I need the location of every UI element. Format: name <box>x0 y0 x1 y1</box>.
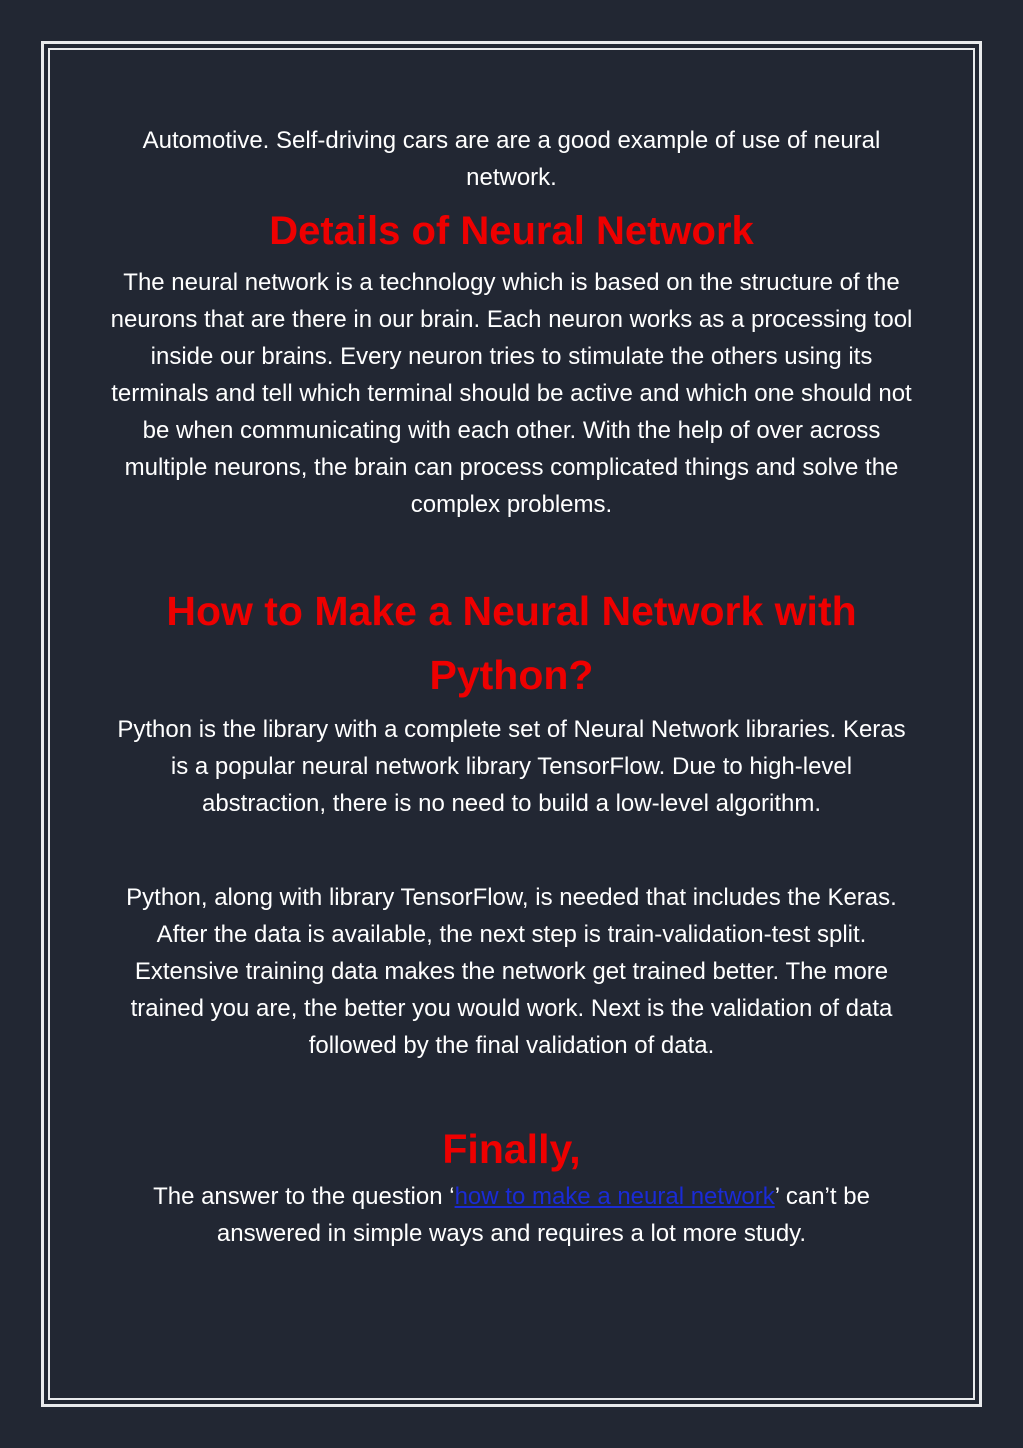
finally-heading: Finally, <box>442 1126 581 1172</box>
intro-paragraph: Automotive. Self-driving cars are are a good example of use of neural network. <box>142 127 881 191</box>
how-to-paragraph-2: Python, along with library TensorFlow, is needed that includes the Keras. After the data is available, the next step is train-validation-test split. Extensive training data makes the network get trained better. The more trained you are, the better you would work. Next is the validation of data followed by the final validation of data. <box>126 884 897 1059</box>
finally-text-before-link: The answer to the question ‘ <box>153 1183 455 1210</box>
document-body <box>110 122 913 1252</box>
neural-network-link[interactable]: how to make a neural network <box>454 1183 775 1210</box>
details-paragraph: The neural network is a technology which is based on the structure of the neurons that are there in our brain. Each neuron works as a processing tool inside our brains. Every neuron tries to stimulate the others using its terminals and tell which terminal should be active and which one should not be when communicating with each other. With the help of over across multiple neurons, the brain can process complicated things and solve the complex problems. <box>110 269 913 518</box>
how-to-heading: How to Make a Neural Network with Python? <box>166 588 857 698</box>
how-to-paragraph-1: Python is the library with a complete set of Neural Network libraries. Keras is a popular neural network library TensorFlow. Due to high-level abstraction, there is no need to build a low-level algorithm. <box>117 716 906 817</box>
finally-paragraph <box>110 1178 913 1252</box>
finally-text-after-link: ’ can’t be answered in simple ways and requires a lot more study. <box>216 1183 870 1247</box>
details-heading: Details of Neural Network <box>269 209 754 253</box>
